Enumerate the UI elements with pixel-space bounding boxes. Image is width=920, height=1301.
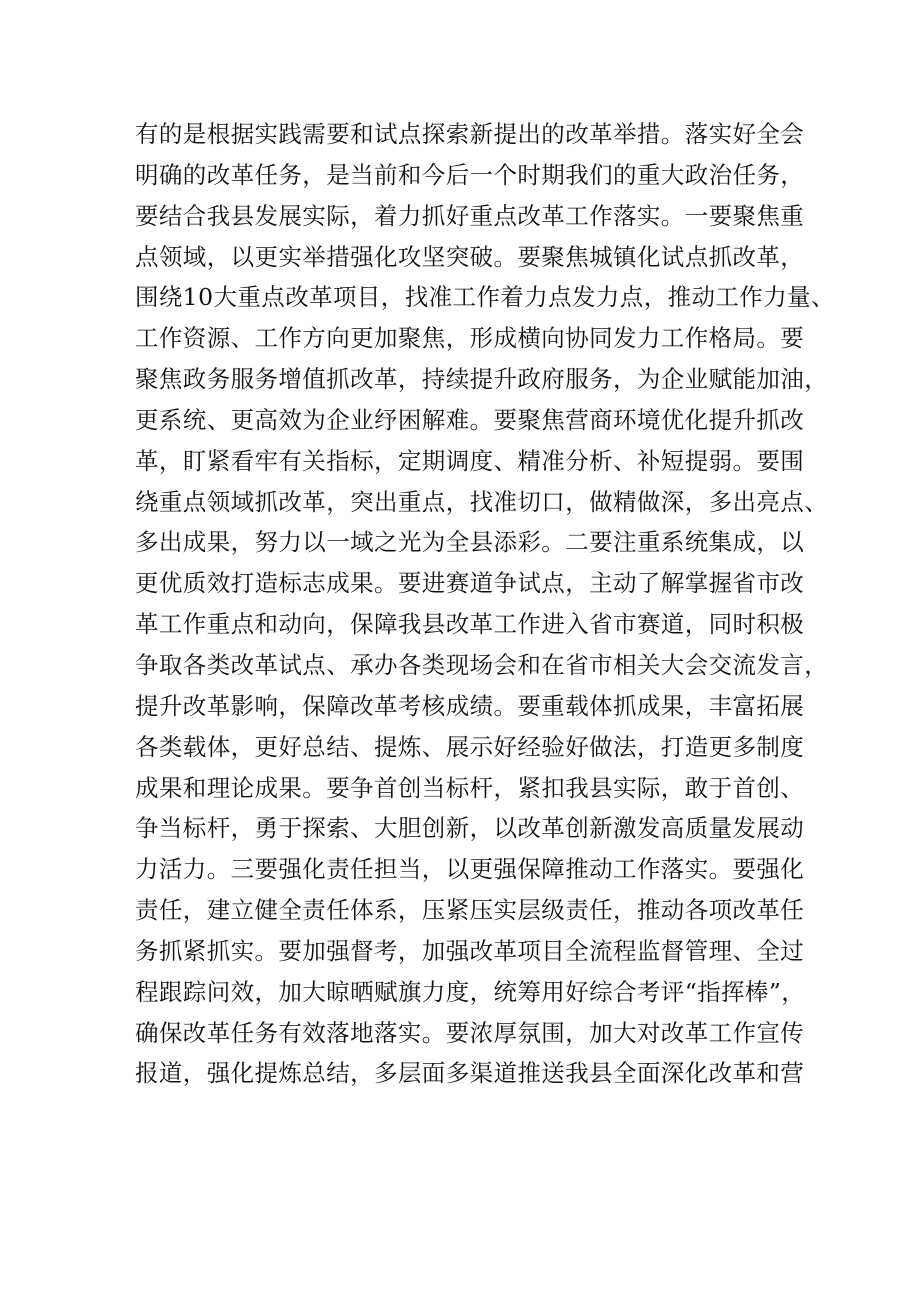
text-line: 更系统、更高效为企业纾困解难。要聚焦营商环境优化提升抓改	[135, 405, 805, 434]
text-line: 点领域，以更实举措强化攻坚突破。要聚焦城镇化试点抓改革，	[135, 242, 805, 271]
text-line: 成果和理论成果。要争首创当标杆，紧扣我县实际，敢于首创、	[135, 773, 805, 802]
text-line: 多出成果，努力以一域之光为全县添彩。二要注重系统集成，以	[135, 528, 805, 557]
text-line: 务抓紧抓实。要加强督考，加强改革项目全流程监督管理、全过	[135, 936, 805, 965]
text-line: 更优质效打造标志成果。要进赛道争试点，主动了解掌握省市改	[135, 569, 805, 598]
text-line: 有的是根据实践需要和试点探索新提出的改革举措。落实好全会	[135, 120, 805, 148]
text-line: 明确的改革任务，是当前和今后一个时期我们的重大政治任务，	[135, 160, 805, 189]
text-line: 革，盯紧看牢有关指标，定期调度、精准分析、补短提弱。要围	[135, 446, 805, 475]
text-line: 责任，建立健全责任体系，压紧压实层级责任，推动各项改革任	[135, 896, 805, 925]
text-line: 围绕10大重点改革项目，找准工作着力点发力点，推动工作力量、	[135, 283, 835, 312]
text-line: 争当标杆，勇于探索、大胆创新，以改革创新激发高质量发展动	[135, 814, 805, 843]
text-line: 革工作重点和动向，保障我县改革工作进入省市赛道，同时积极	[135, 610, 805, 639]
text-line: 争取各类改革试点、承办各类现场会和在省市相关大会交流发言，	[135, 650, 829, 679]
text-line: 绕重点领域抓改革，突出重点，找准切口，做精做深，多出亮点、	[135, 487, 829, 516]
text-line: 工作资源、工作方向更加聚焦，形成横向协同发力工作格局。要	[135, 324, 805, 353]
text-line: 程跟踪问效，加大晾晒赋旗力度，统筹用好综合考评“指挥棒”，	[135, 977, 806, 1006]
text-line: 各类载体，更好总结、提炼、展示好经验好做法，打造更多制度	[135, 732, 805, 761]
text-line: 聚焦政务服务增值抓改革，持续提升政府服务，为企业赋能加油，	[135, 365, 829, 394]
body-paragraph	[135, 114, 835, 1094]
text-line: 要结合我县发展实际，着力抓好重点改革工作落实。一要聚焦重	[135, 201, 805, 230]
text-line: 力活力。三要强化责任担当，以更强保障推动工作落实。要强化	[135, 855, 805, 884]
text-line: 报道，强化提炼总结，多层面多渠道推送我县全面深化改革和营	[135, 1059, 805, 1088]
text-line: 提升改革影响，保障改革考核成绩。要重载体抓成果，丰富拓展	[135, 691, 805, 720]
text-line: 确保改革任务有效落地落实。要浓厚氛围，加大对改革工作宣传	[135, 1018, 805, 1047]
